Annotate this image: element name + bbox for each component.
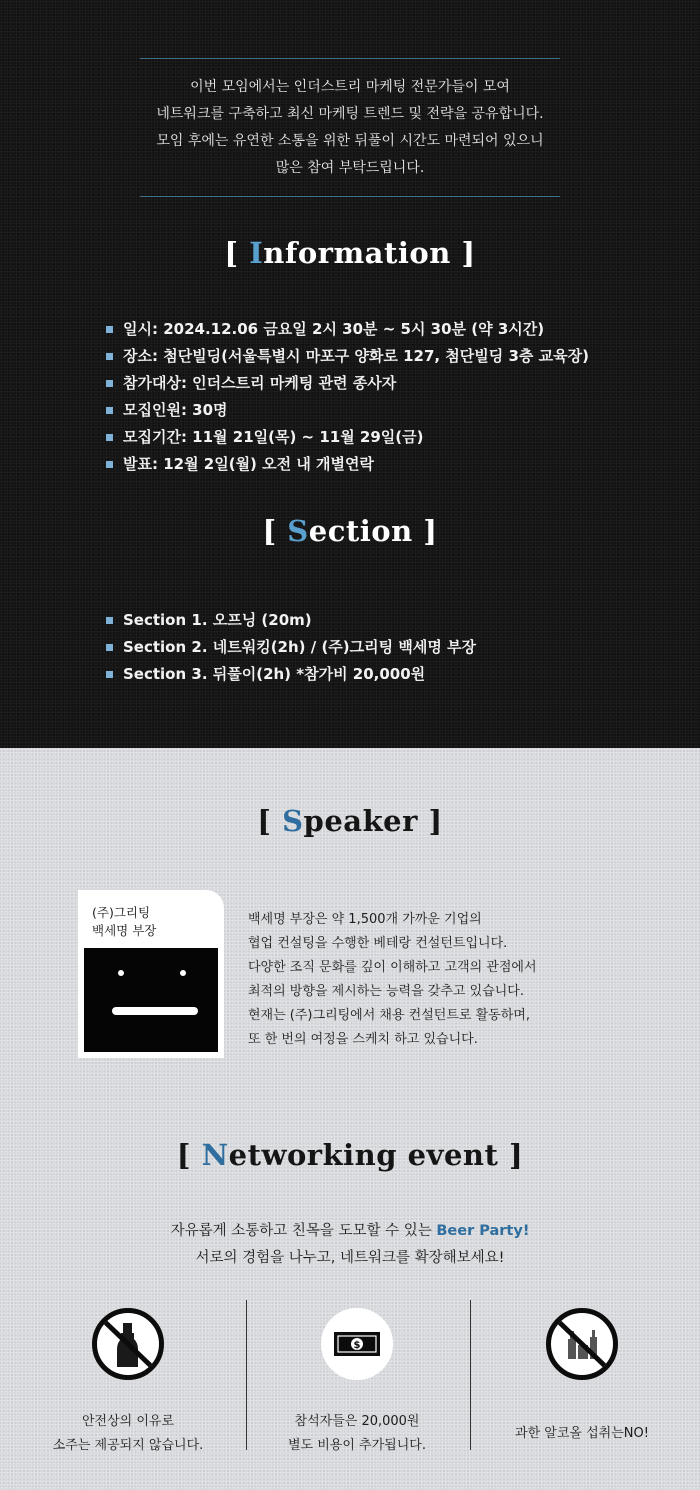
bio-line: 협업 컨설팅을 수행한 베테랑 컨설턴트입니다. bbox=[248, 936, 508, 951]
notice-text bbox=[16, 1410, 240, 1458]
notice-text bbox=[470, 1410, 694, 1458]
networking-notice-fee bbox=[245, 1308, 469, 1458]
svg-text:$: $ bbox=[353, 1340, 361, 1351]
divider-line-top bbox=[140, 58, 560, 59]
speaker-company: (주)그리팅 bbox=[92, 905, 151, 920]
speaker-heading: [ Speaker ] bbox=[257, 804, 443, 838]
eye-icon bbox=[180, 970, 186, 976]
section-item: Section 3. 뒤풀이(2h) *참가비 20,000원 bbox=[106, 661, 476, 688]
no-soju-icon bbox=[92, 1308, 164, 1380]
bio-line: 다양한 조직 문화를 깊이 이해하고 고객의 관점에서 bbox=[248, 960, 537, 975]
eye-icon bbox=[118, 970, 124, 976]
notice-text bbox=[245, 1410, 469, 1458]
information-item: 참가대상: 인더스트리 마케팅 관련 종사자 bbox=[106, 370, 589, 397]
networking-notice-soju bbox=[16, 1308, 240, 1458]
speaker-bio bbox=[248, 908, 537, 1052]
divider-line-bottom bbox=[140, 196, 560, 197]
notice-line: 안전상의 이유로 bbox=[81, 1414, 175, 1429]
square-bullet-icon bbox=[106, 644, 113, 651]
section-list bbox=[106, 607, 476, 688]
networking-desc-line: 자유롭게 소통하고 친목을 도모할 수 있는 Beer Party! bbox=[170, 1223, 530, 1239]
networking-notice-alcohol bbox=[470, 1308, 694, 1458]
information-list bbox=[106, 316, 589, 478]
intro-line: 네트워크를 구축하고 최신 마케팅 트렌드 및 전략을 공유합니다. bbox=[156, 106, 544, 122]
information-item: 장소: 첨단빌딩(서울특별시 마포구 양화로 127, 첨단빌딩 3층 교육장) bbox=[106, 343, 589, 370]
bio-line: 백세명 부장은 약 1,500개 가까운 기업의 bbox=[248, 912, 482, 927]
speaker-name: 백세명 부장 bbox=[92, 923, 157, 938]
square-bullet-icon bbox=[106, 326, 113, 333]
information-item: 모집기간: 11월 21일(목) ~ 11월 29일(금) bbox=[106, 424, 589, 451]
square-bullet-icon bbox=[106, 407, 113, 414]
information-item: 발표: 12월 2일(월) 오전 내 개별연락 bbox=[106, 451, 589, 478]
square-bullet-icon bbox=[106, 461, 113, 468]
networking-description bbox=[0, 1218, 700, 1272]
intro-text bbox=[0, 74, 700, 182]
square-bullet-icon bbox=[106, 671, 113, 678]
square-bullet-icon bbox=[106, 617, 113, 624]
square-bullet-icon bbox=[106, 380, 113, 387]
mouth-icon bbox=[112, 1007, 198, 1015]
speaker-networking-section bbox=[0, 748, 700, 1490]
notice-line: 과한 알코올 섭취는NO! bbox=[515, 1426, 649, 1441]
notice-line: 별도 비용이 추가됩니다. bbox=[288, 1438, 426, 1453]
beer-party-highlight: Beer Party! bbox=[436, 1223, 530, 1239]
speaker-avatar bbox=[84, 948, 218, 1052]
notice-line: 참석자들은 20,000원 bbox=[294, 1414, 420, 1429]
section-item: Section 2. 네트워킹(2h) / (주)그리팅 백세명 부장 bbox=[106, 634, 476, 661]
square-bullet-icon bbox=[106, 434, 113, 441]
bio-line: 최적의 방향을 제시하는 능력을 갖추고 있습니다. bbox=[248, 984, 524, 999]
section-item: Section 1. 오프닝 (20m) bbox=[106, 607, 476, 634]
intro-line: 이번 모임에서는 인더스트리 마케팅 전문가들이 모여 bbox=[190, 79, 510, 95]
dollar-bill-icon bbox=[321, 1308, 393, 1380]
networking-desc-line: 서로의 경험을 나누고, 네트워크를 확장해보세요! bbox=[195, 1250, 505, 1266]
square-bullet-icon bbox=[106, 353, 113, 360]
no-excess-drinking-icon bbox=[546, 1308, 618, 1380]
section-heading: [ Section ] bbox=[262, 514, 438, 548]
notice-line: 소주는 제공되지 않습니다. bbox=[52, 1438, 204, 1453]
information-heading: [ Information ] bbox=[224, 236, 476, 270]
networking-heading: [ Networking event ] bbox=[176, 1138, 524, 1172]
intro-line: 모임 후에는 유연한 소통을 위한 뒤풀이 시간도 마련되어 있으니 bbox=[156, 133, 544, 149]
speaker-name-label bbox=[92, 904, 156, 940]
bio-line: 또 한 번의 여정을 스케치 하고 있습니다. bbox=[248, 1032, 478, 1047]
intro-line: 많은 참여 부탁드립니다. bbox=[275, 160, 425, 176]
speaker-card bbox=[78, 890, 224, 1058]
information-item: 모집인원: 30명 bbox=[106, 397, 589, 424]
bio-line: 현재는 (주)그리팅에서 채용 컨설턴트로 활동하며, bbox=[248, 1008, 530, 1023]
information-item: 일시: 2024.12.06 금요일 2시 30분 ~ 5시 30분 (약 3시간) bbox=[106, 316, 589, 343]
